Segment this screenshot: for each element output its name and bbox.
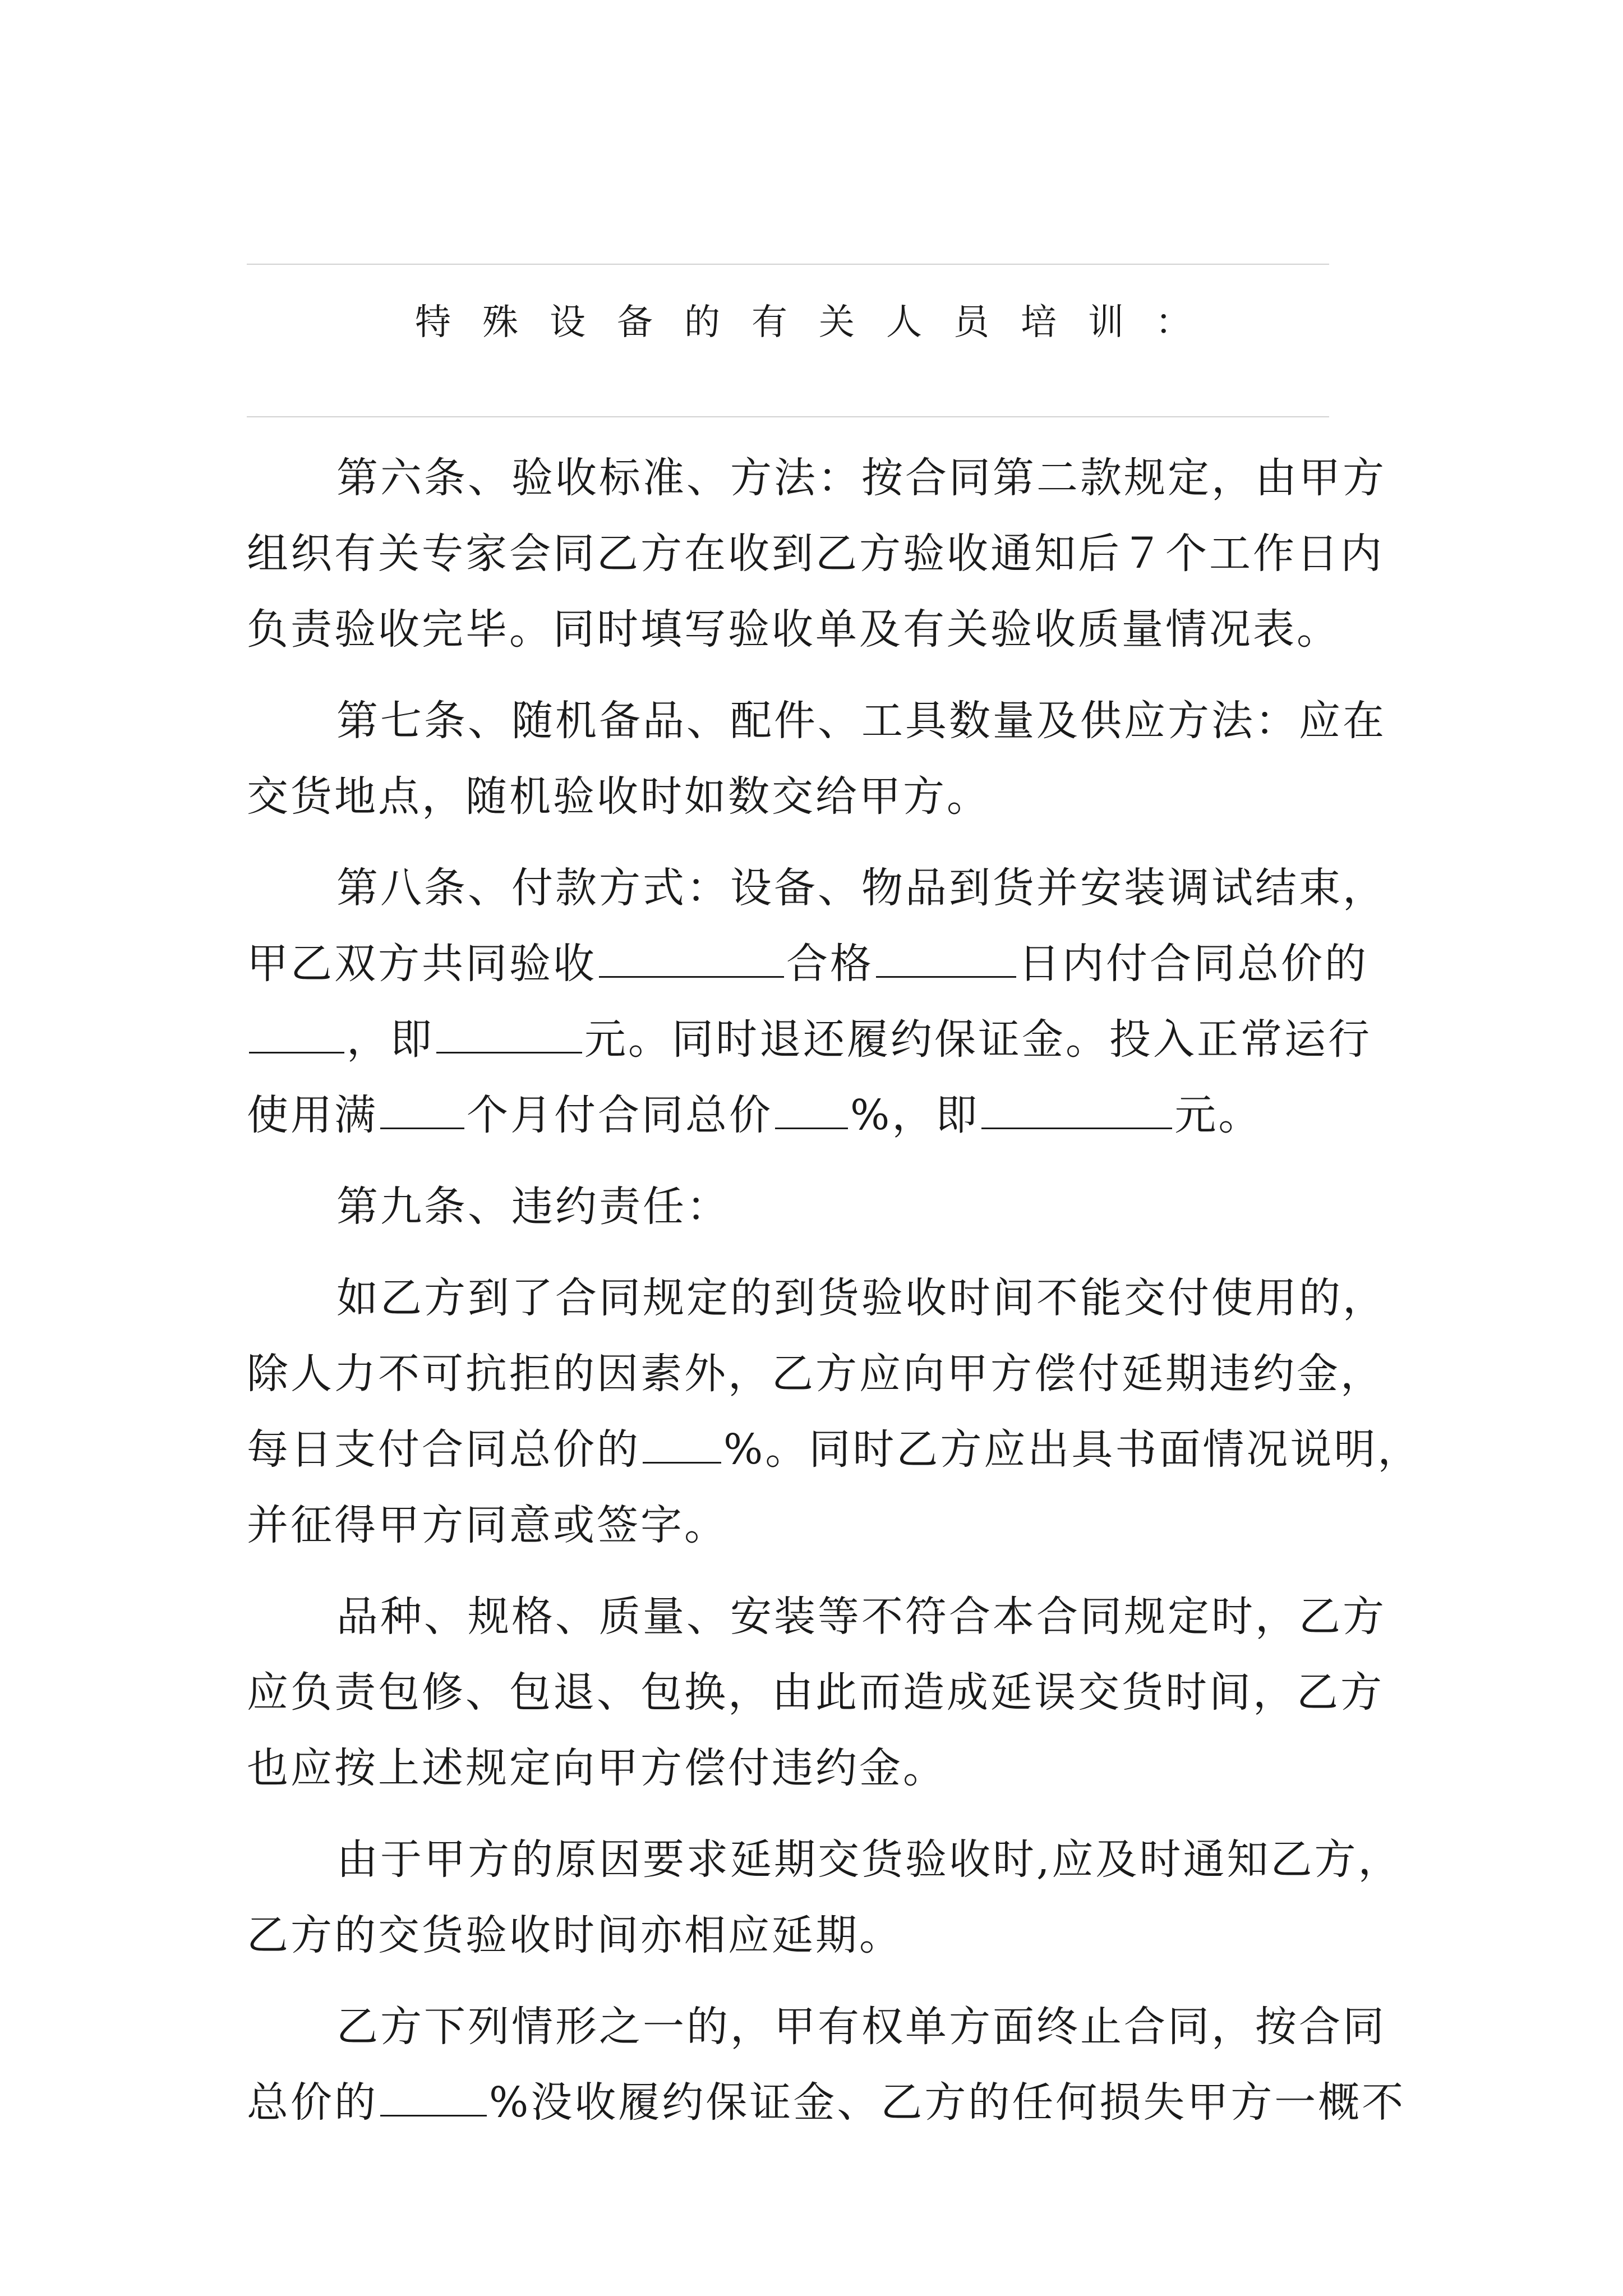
text-fragment: 使用满 <box>247 1091 378 1139</box>
text-line: 除人力不可抗拒的因素外，乙方应向甲方偿付延期违约金， <box>247 1350 1384 1398</box>
text-line: 由于甲方的原因要求延期交货验收时,应及时通知乙方， <box>336 1835 1402 1884</box>
text-fragment: 个月付合同总价 <box>467 1091 773 1139</box>
text-line: 应负责包修、包退、包换，由此而造成延误交货时间，乙方 <box>247 1668 1384 1717</box>
text-fragment: %没收履约保证金、乙方的任何损失甲方一概不 <box>489 2078 1406 2127</box>
fill-in-blank[interactable] <box>599 936 784 978</box>
text-line: 乙方下列情形之一的，甲有权单方面终止合同，按合同 <box>336 2003 1386 2051</box>
fill-in-blank[interactable] <box>981 1087 1172 1129</box>
text-line: 乙方的交货验收时间亦相应延期。 <box>247 1911 903 1959</box>
fill-in-blank[interactable] <box>380 1087 464 1129</box>
text-line: 第八条、付款方式：设备、物品到货并安装调试结束， <box>336 864 1386 912</box>
fill-in-blank[interactable] <box>249 1011 344 1053</box>
fill-in-blank[interactable] <box>436 1011 582 1053</box>
text-line: 品种、规格、质量、安装等不符合本合同规定时，乙方 <box>336 1593 1386 1641</box>
text-line <box>247 2065 1406 2141</box>
text-line: 如乙方到了合同规定的到货验收时间不能交付使用的， <box>336 1274 1386 1322</box>
text-line: 第九条、违约责任： <box>336 1182 730 1231</box>
section-heading: 特殊设备的有关人员培训： <box>415 302 1223 343</box>
fill-in-blank[interactable] <box>643 1421 721 1464</box>
top-divider <box>247 264 1329 265</box>
text-line: 也应按上述规定向甲方偿付违约金。 <box>247 1744 947 1792</box>
text-line <box>247 1002 1402 1078</box>
fill-in-blank[interactable] <box>380 2074 487 2116</box>
text-line: 第七条、随机备品、配件、工具数量及供应方法：应在 <box>336 697 1386 745</box>
text-fragment: 元。 <box>1174 1091 1262 1139</box>
text-line: 负责验收完毕。同时填写验收单及有关验收质量情况表。 <box>247 605 1340 654</box>
contract-body <box>247 440 1422 2141</box>
fill-in-blank[interactable] <box>775 1087 848 1129</box>
text-line <box>247 926 1402 1002</box>
text-line: 并征得甲方同意或签字。 <box>247 1501 728 1549</box>
text-fragment: 每日支付合同总价的 <box>247 1425 640 1474</box>
text-line: 交货地点，随机验收时如数交给甲方。 <box>247 772 990 821</box>
text-fragment: 总价的 <box>247 2078 378 2127</box>
text-line <box>247 1078 1402 1153</box>
text-fragment: 元。同时退还履约保证金。投入正常运行 <box>584 1015 1372 1064</box>
text-line: 组织有关专家会同乙方在收到乙方验收通知后７个工作日内 <box>247 530 1384 578</box>
text-line: 第六条、验收标准、方法：按合同第二款规定，由甲方 <box>336 454 1386 502</box>
text-fragment: 日内付合同总价的 <box>1018 940 1368 988</box>
text-fragment: ，即 <box>347 1015 434 1064</box>
text-fragment: 合格 <box>786 940 874 988</box>
text-fragment: %。同时乙方应出具书面情况说明， <box>723 1425 1422 1474</box>
bottom-divider <box>247 416 1329 417</box>
fill-in-blank[interactable] <box>876 936 1016 978</box>
text-fragment: %，即 <box>850 1091 980 1139</box>
text-line <box>247 1412 1422 1488</box>
text-fragment: 甲乙双方共同验收 <box>247 940 597 988</box>
